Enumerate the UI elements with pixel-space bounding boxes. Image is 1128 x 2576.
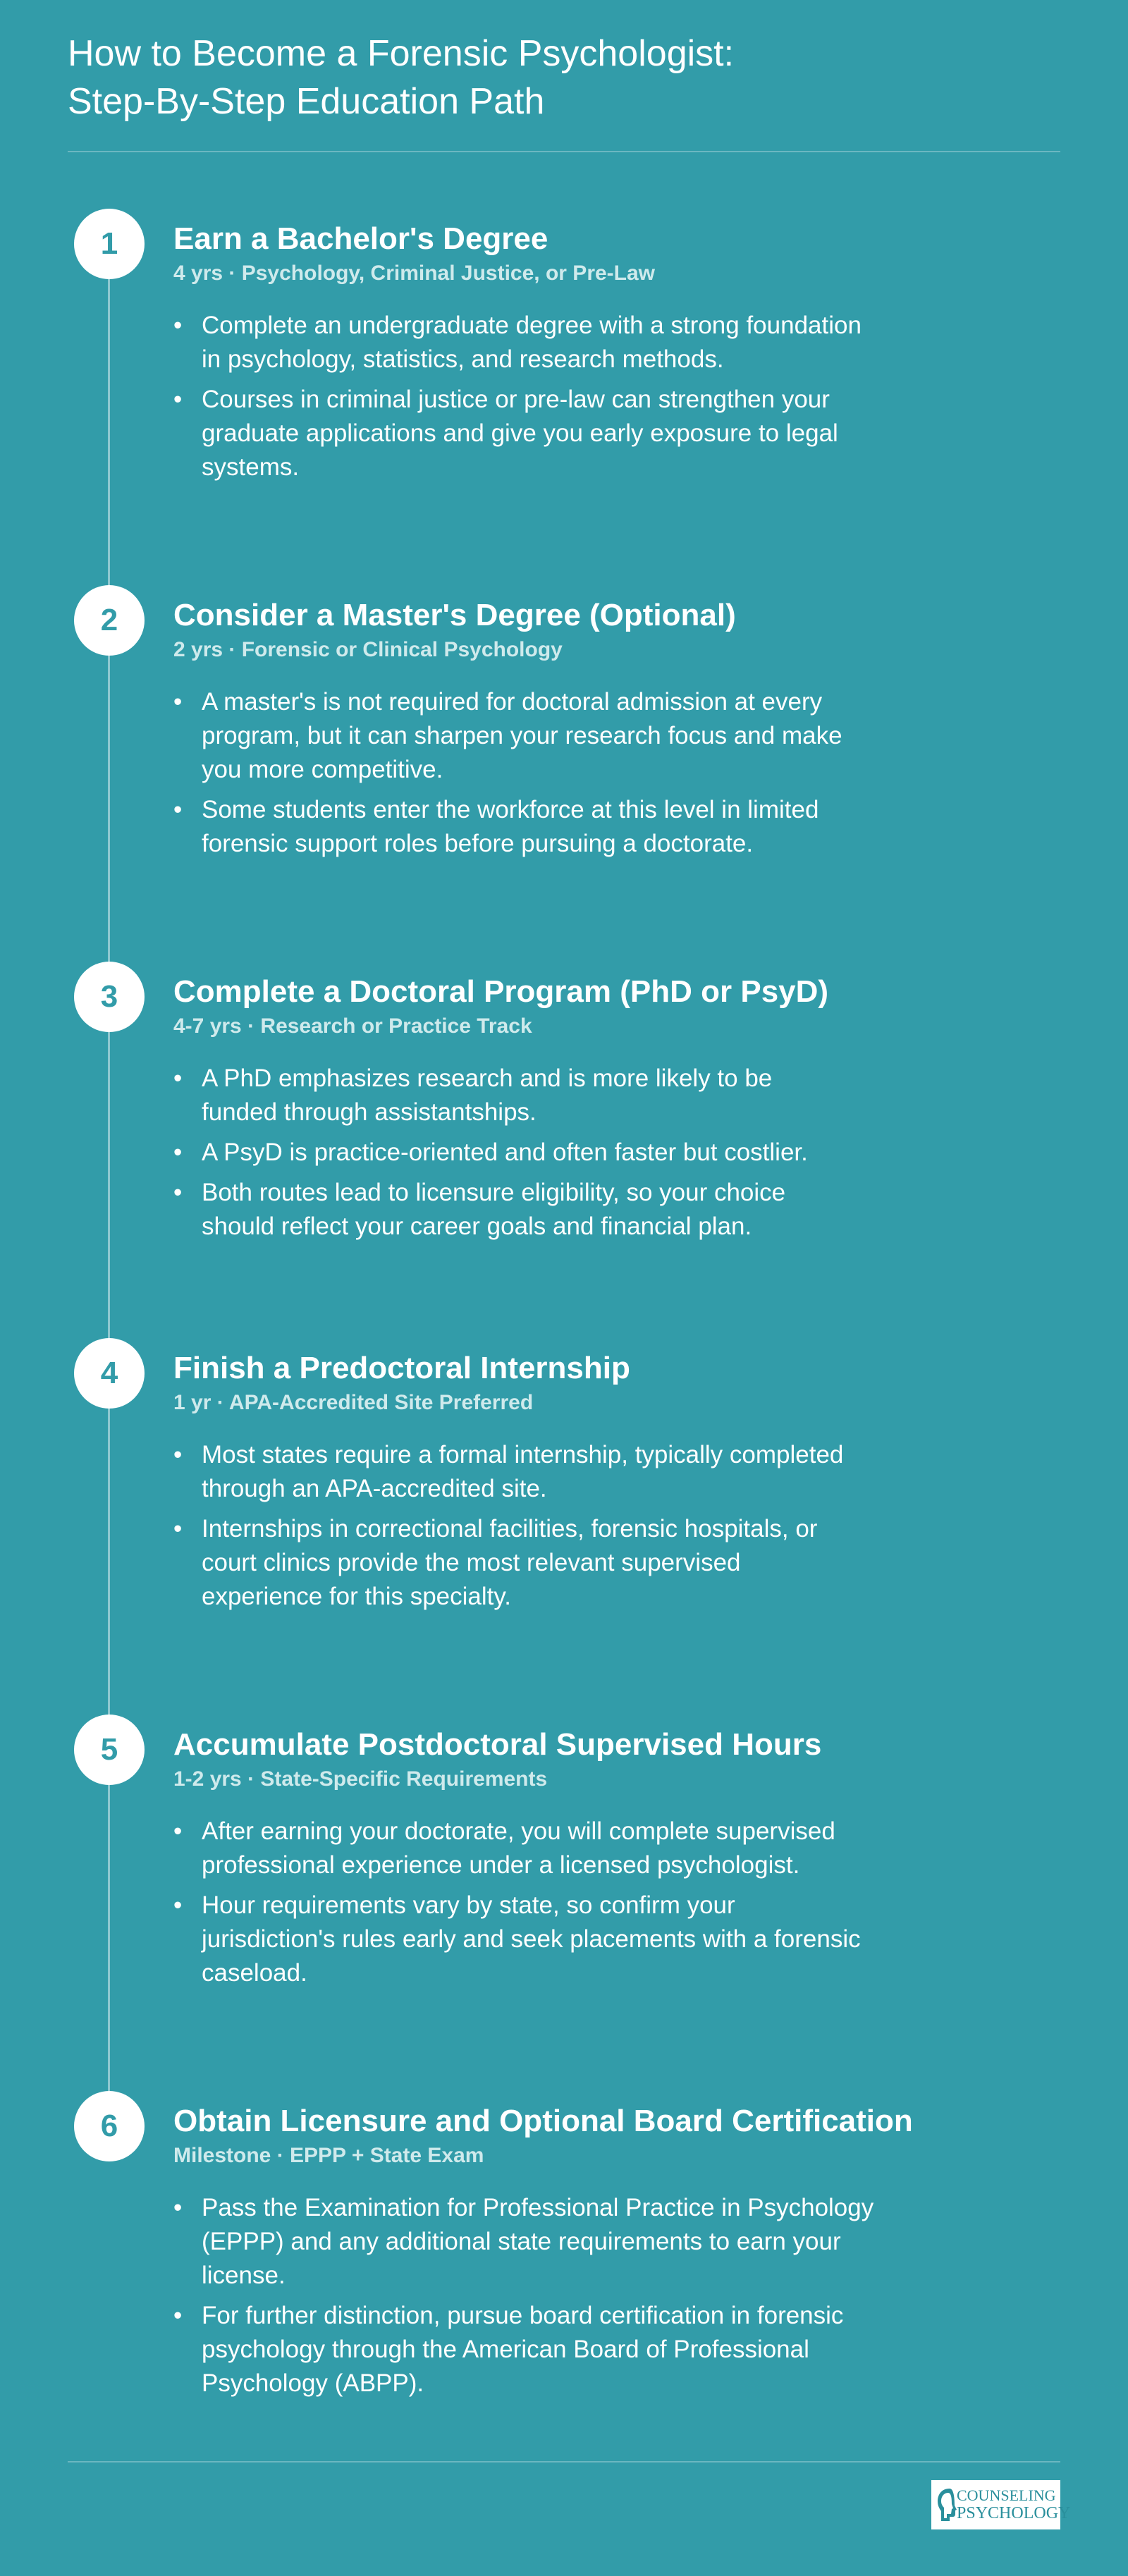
bullet-text: Pass the Examination for Professional Practice in Psychology (EPPP) and any additional state requirements to earn your license.	[202, 2194, 874, 2289]
step-meta: 4-7 yrs · Research or Practice Track	[173, 1014, 532, 1038]
timeline-line	[108, 226, 110, 2129]
bullet-icon: •	[173, 796, 183, 823]
step-bullet-list	[173, 2191, 893, 2400]
step-content	[173, 1338, 1048, 1620]
step-meta: 1 yr · APA-Accredited Site Preferred	[173, 1391, 534, 1414]
list-item	[173, 1136, 850, 1170]
list-item	[173, 2191, 893, 2293]
list-item	[173, 2299, 893, 2400]
list-item	[173, 685, 850, 787]
step-meta: 1-2 yrs · State-Specific Requirements	[173, 1767, 548, 1791]
list-item	[173, 1062, 850, 1129]
step-title: Obtain Licensure and Optional Board Certification	[173, 2104, 913, 2138]
logo-wordmark-bottom: PSYCHOLOGY	[957, 2504, 1071, 2522]
bullet-text: Hour requirements vary by state, so confirm your jurisdiction's rules early and seek placements with a forensic caseload.	[202, 1891, 861, 1987]
brand-logo	[931, 2480, 1071, 2529]
step-title: Earn a Bachelor's Degree	[173, 221, 548, 256]
step-bullet-list	[173, 309, 878, 484]
bullet-icon: •	[173, 1515, 183, 1542]
step-content	[173, 962, 1048, 1250]
head-profile-icon	[936, 2486, 957, 2524]
step-number-badge: 4	[74, 1338, 145, 1409]
step-content	[173, 1715, 1048, 1997]
page-title-line-1: How to Become a Forensic Psychologist:	[68, 33, 735, 74]
bullet-text: Internships in correctional facilities, forensic hospitals, or court clinics provide the most relevant supervised experience for this specialty.	[202, 1515, 818, 1610]
step-number-badge: 5	[74, 1715, 145, 1785]
bullet-text: Most states require a formal internship, typically completed through an APA-accredited site.	[202, 1441, 844, 1502]
list-item	[173, 1512, 850, 1614]
step-bullet-list	[173, 1438, 850, 1614]
page-title	[68, 30, 984, 125]
bullet-icon: •	[173, 1817, 183, 1845]
step-number-badge: 2	[74, 585, 145, 656]
bullet-icon: •	[173, 688, 183, 716]
step-bullet-list	[173, 1815, 864, 1990]
bullet-icon: •	[173, 312, 183, 339]
bullet-icon: •	[173, 386, 183, 413]
step-bullet-list	[173, 1062, 850, 1244]
step-meta: 4 yrs · Psychology, Criminal Justice, or Pre-Law	[173, 262, 656, 285]
bullet-text: Both routes lead to licensure eligibility, so your choice should reflect your career goals and financial plan.	[202, 1179, 786, 1240]
bullet-icon: •	[173, 1891, 183, 1919]
bullet-text: Complete an undergraduate degree with a strong foundation in psychology, statistics, and research methods.	[202, 312, 862, 373]
footer-divider	[68, 2461, 1060, 2462]
bullet-icon: •	[173, 1139, 183, 1166]
list-item	[173, 1889, 864, 1990]
step-title: Consider a Master's Degree (Optional)	[173, 598, 736, 632]
header-divider	[68, 151, 1060, 152]
step-title: Accumulate Postdoctoral Supervised Hours	[173, 1727, 822, 1762]
step-number-badge: 1	[74, 209, 145, 279]
step-title: Complete a Doctoral Program (PhD or PsyD)	[173, 974, 829, 1009]
bullet-text: A master's is not required for doctoral admission at every program, but it can sharpen your research focus and make you more competitive.	[202, 688, 842, 783]
bullet-icon: •	[173, 2302, 183, 2329]
bullet-text: A PhD emphasizes research and is more likely to be funded through assistantships.	[202, 1065, 773, 1126]
bullet-icon: •	[173, 1065, 183, 1092]
bullet-text: Courses in criminal justice or pre-law can strengthen your graduate applications and give you early exposure to legal systems.	[202, 386, 838, 481]
list-item	[173, 1815, 864, 1882]
list-item	[173, 1438, 850, 1506]
list-item	[173, 793, 850, 861]
step-content	[173, 585, 1048, 867]
step-title: Finish a Predoctoral Internship	[173, 1351, 630, 1385]
bullet-icon: •	[173, 1441, 183, 1468]
list-item	[173, 383, 878, 484]
bullet-icon: •	[173, 2194, 183, 2221]
bullet-icon: •	[173, 1179, 183, 1206]
step-number-badge: 6	[74, 2091, 145, 2161]
step-number-badge: 3	[74, 962, 145, 1032]
step-bullet-list	[173, 685, 850, 861]
bullet-text: For further distinction, pursue board certification in forensic psychology through the American Board of Professional Psychology (ABPP).	[202, 2302, 844, 2397]
step-meta: 2 yrs · Forensic or Clinical Psychology	[173, 638, 563, 661]
page-title-line-2: Step-By-Step Education Path	[68, 81, 545, 122]
bullet-text: Some students enter the workforce at this level in limited forensic support roles before pursuing a doctorate.	[202, 796, 819, 857]
list-item	[173, 309, 878, 376]
step-meta: Milestone · EPPP + State Exam	[173, 2144, 484, 2167]
step-content	[173, 2091, 1048, 2407]
bullet-text: After earning your doctorate, you will complete supervised professional experience under a licensed psychologist.	[202, 1817, 835, 1879]
list-item	[173, 1176, 850, 1244]
bullet-text: A PsyD is practice-oriented and often faster but costlier.	[202, 1139, 808, 1166]
logo-wordmark-top: COUNSELING	[957, 2486, 1056, 2504]
step-content	[173, 209, 1048, 491]
